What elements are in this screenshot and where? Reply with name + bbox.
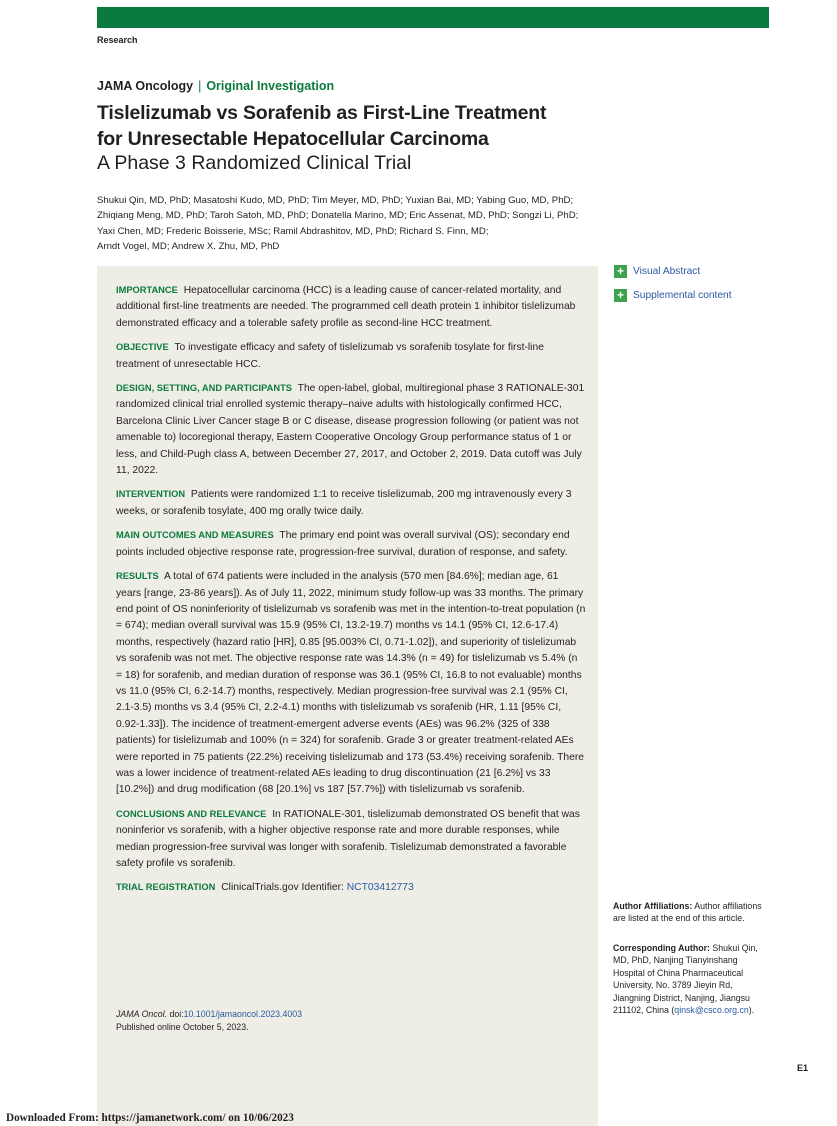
email-link[interactable]: qinsk@csco.org.cn [674,1005,749,1016]
abstract-conclusions [116,806,586,873]
author-line: Shukui Qin, MD, PhD; Masatoshi Kudo, MD, PhD; Tim Meyer, MD, PhD; Yuxian Bai, MD; Yabing Guo, MD, PhD; [97,195,574,206]
registration-label: TRIAL REGISTRATION [116,882,216,893]
corresponding-author [613,942,763,1016]
citation-line [116,1008,302,1021]
importance-label: IMPORTANCE [116,285,178,295]
intervention-label: INTERVENTION [116,489,186,500]
title-line-2: for Unresectable Hepatocellular Carcinoma [97,128,489,150]
results-label: RESULTS [116,571,159,582]
plus-icon: + [614,289,627,302]
author-line: Arndt Vogel, MD; Andrew X. Zhu, MD, PhD [97,241,280,253]
supplemental-label: Supplemental content [633,290,732,301]
plus-icon: + [614,265,627,278]
intervention-text: Patients were randomized 1:1 to receive tislelizumab, 200 mg intravenously every 3 weeks, or sorafenib tosylate, 400 mg orally twice daily. [116,489,572,517]
author-line: Zhiqiang Meng, MD, PhD; Taroh Satoh, MD, PhD; Donatella Marino, MD; Eric Assenat, MD, PhD; Songzi Li, PhD; [97,210,579,222]
doi-prefix: doi: [169,1009,184,1019]
citation-journal: JAMA Oncol. [116,1009,168,1019]
objective-text: To investigate efficacy and safety of tislelizumab vs sorafenib tosylate for first-line treatment of unresectable HCC. [116,342,544,370]
author-affiliations [613,900,773,925]
citation-block [116,1008,302,1035]
author-list [97,193,597,255]
outcomes-text: The primary end point was overall survival (OS); secondary end points included objective response rate, progression-free survival, duration of response, and safety. [116,530,570,558]
article-type[interactable]: Original Investigation [206,79,335,93]
abstract-intervention [116,486,586,520]
design-label: DESIGN, SETTING, AND PARTICIPANTS [116,383,292,394]
importance-text: Hepatocellular carcinoma (HCC) is a leading cause of cancer-related mortality, and additional first-line treatments are needed. The programmed cell death protein 1 inhibitor tislelizumab demonstrated efficacy and a tolerable safety profile as second-line HCC treatment. [116,285,576,329]
abstract [116,282,586,904]
download-notice: Downloaded From: https://jamanetwork.com/ on 10/06/2023 [6,1112,294,1124]
affiliations-text: Author affiliations are listed at the end of this article. [613,901,762,924]
supplemental-content-link[interactable] [614,289,732,302]
section-label: Research [97,35,138,45]
abstract-design [116,380,586,479]
article-subtitle: A Phase 3 Randomized Clinical Trial [97,152,412,174]
corresponding-end: ). [748,1005,755,1016]
author-line: Yaxi Chen, MD; Frederic Boisserie, MSc; Ramil Abdrashitov, MD, PhD; Richard S. Finn, MD; [97,225,489,237]
article-title [97,100,657,152]
abstract-registration [116,879,586,896]
journal-separator: | [198,79,202,93]
published-date: Published online October 5, 2023. [116,1022,249,1033]
corresponding-text: Shukui Qin, MD, PhD, Nanjing Tianyinshang Hospital of China Pharmaceutical University, No. 3789 Jieyin Rd, Jiangning District, Nanjing, Jiangsu 211102, China ( [613,943,758,1016]
journal-line [97,79,334,93]
doi-link[interactable]: 10.1001/jamaoncol.2023.4003 [183,1009,303,1019]
abstract-objective [116,339,586,373]
corresponding-label: Corresponding Author: [613,943,710,953]
registration-id-link[interactable]: NCT03412773 [346,882,414,894]
visual-abstract-label: Visual Abstract [633,266,701,277]
abstract-results [116,568,586,799]
results-text: A total of 674 patients were included in the analysis (570 men [84.6%]; median age, 61 years [range, 23-86 years]). As of July 11, 2022, minimum study follow-up was 33 months. The primary end point of OS noninferiority of tislelizumab vs sorafenib was met in the intention-to-treat population (n = 674); median overall survival was 15.9 (95% CI, 13.2-19.7) months vs 14.1 (95% CI, 12.6-17.4) months, respectively (hazard ratio [HR], 0.85 [95.003% CI, 0.71-1.02]), and superiority of tislelizumab vs sorafenib was not met. The objective response rate was 14.3% (n = 49) for tislelizumab vs 5.4% (n = 18) for sorafenib, and median duration of response was 36.1 (95% CI, 16.8 to not evaluable) months vs 11.0 (95% CI, 6.2-14.7) months, respectively. Median progression-free survival was 2.1 (95% CI, 2.1-3.5) months vs 3.4 (95% CI, 2.2-4.1) months with tislelizumab vs sorafenib (HR, 1.11 [95% CI, 0.92-1.33]). The incidence of treatment-emergent adverse events (AEs) was 96.2% (325 of 338 patients) for tislelizumab and 100% (n = 324) for sorafenib. Grade 3 or greater treatment-related AEs were reported in 75 patients (22.2%) receiving tislelizumab and 173 (53.4%) receiving sorafenib. There was a lower incidence of treatment-related AEs leading to drug discontinuation (21 [6.2%] vs 33 [10.2%]) and drug modification (68 [20.1%] vs 187 [57.7%]) with tislelizumab vs sorafenib. [116,571,586,796]
journal-header-bar [97,7,769,28]
conclusions-label: CONCLUSIONS AND RELEVANCE [116,808,267,819]
page-number: E1 [797,1063,809,1073]
objective-label: OBJECTIVE [116,342,169,353]
abstract-outcomes [116,527,586,561]
conclusions-text: In RATIONALE-301, tislelizumab demonstrated OS benefit that was noninferior vs sorafenib, with a higher objective response rate and more durable responses, while median progression-free survival was longer with sorafenib. Tislelizumab demonstrated a favorable safety profile vs sorafenib. [116,808,580,869]
abstract-importance [116,282,586,332]
title-line-1: Tislelizumab vs Sorafenib as First-Line Treatment [97,102,547,124]
design-text: The open-label, global, multiregional phase 3 RATIONALE-301 randomized clinical trial enrolled systemic therapy–naive adults with histologically confirmed HCC, Barcelona Clinic Liver Cancer stage B or C disease, disease progression following (or patient was not amenable to) locoregional therapy, Eastern Cooperative Oncology Group performance status of 1 or less, and Child-Pugh class A, between December 27, 2017, and October 2, 2019. Data cutoff was July 11, 2022. [116,383,585,477]
registration-text: ClinicalTrials.gov Identifier: [221,882,344,894]
visual-abstract-link[interactable] [614,265,700,278]
outcomes-label: MAIN OUTCOMES AND MEASURES [116,530,274,541]
affiliations-label: Author Affiliations: [613,901,693,911]
journal-name: JAMA Oncology [97,79,194,93]
